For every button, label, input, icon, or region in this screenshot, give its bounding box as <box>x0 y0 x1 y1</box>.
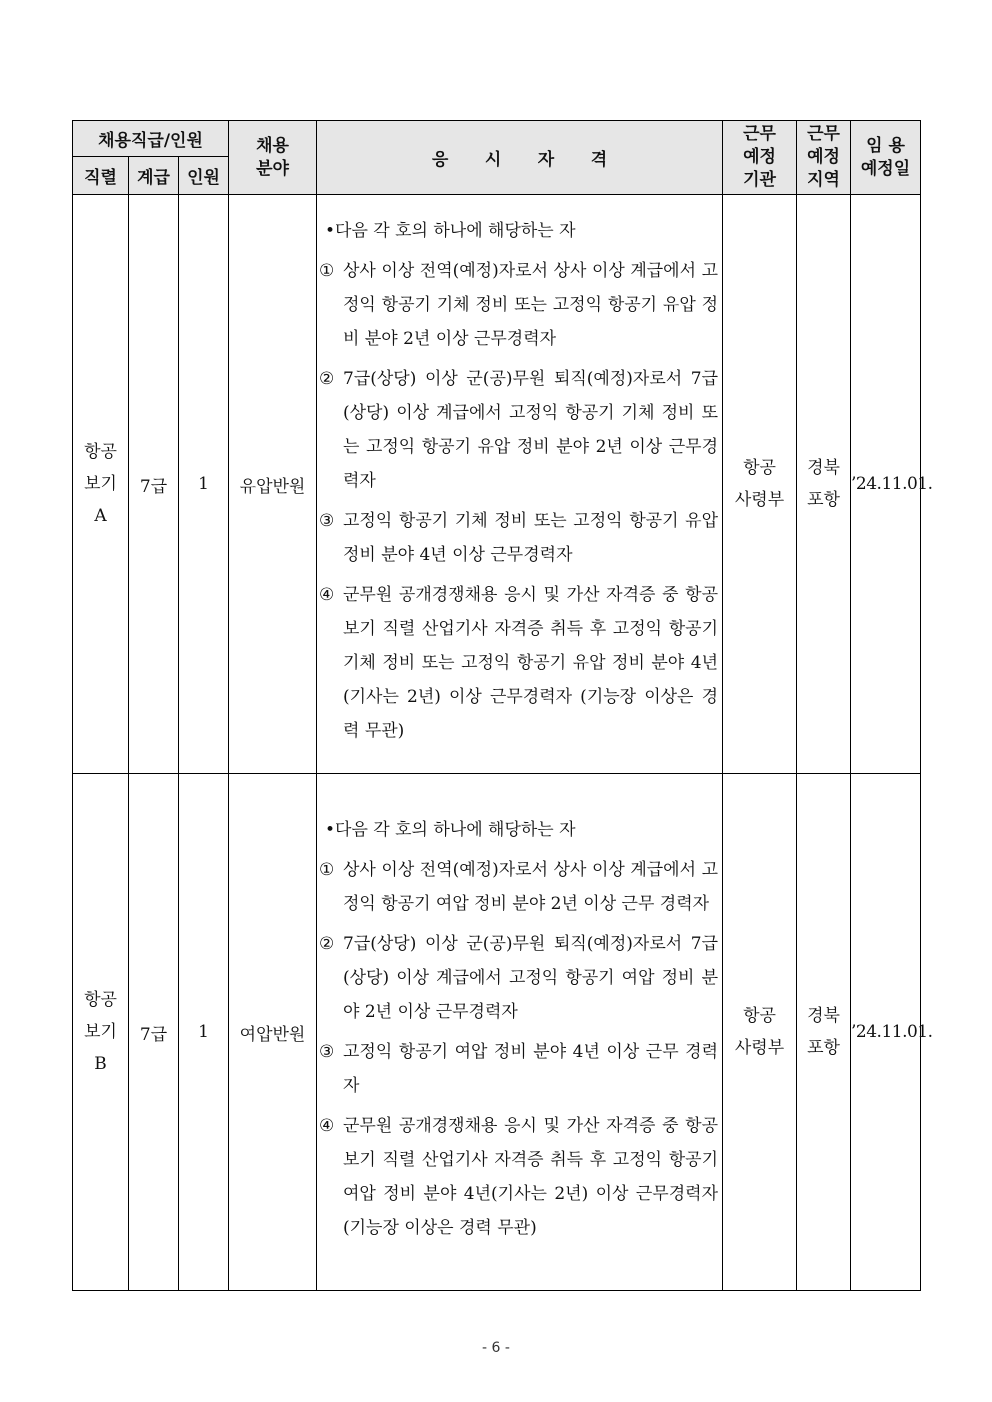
header-grade: 계급 <box>129 157 179 195</box>
item-text: 상사 이상 전역(예정)자로서 상사 이상 계급에서 고정익 항공기 기체 정비 또는 고정익 항공기 유압 정비 분야 2년 이상 근무경력자 <box>343 261 718 349</box>
cell-work-region: 경북 포항 <box>797 774 851 1291</box>
cell-qualifications <box>317 774 723 1291</box>
qualification-item <box>319 927 718 1029</box>
header-grade-group: 채용직급/인원 <box>73 121 229 157</box>
qualification-item <box>319 853 718 921</box>
qualification-item <box>319 362 718 498</box>
cell-appointment-date: ’24.11.01. <box>851 195 921 774</box>
item-number: ② <box>319 934 335 954</box>
cell-qualifications <box>317 195 723 774</box>
cell-count: 1 <box>179 195 229 774</box>
qualification-item <box>319 504 718 572</box>
item-text: 군무원 공개경쟁채용 응시 및 가산 자격증 중 항공보기 직렬 산업기사 자격증 취득 후 고정익 항공기 여압 정비 분야 4년(기사는 2년) 이상 근무경력자(기능장 이상은 경력 무관) <box>343 1116 718 1238</box>
item-number: ④ <box>319 1116 335 1136</box>
header-qualifications: 응 시 자 격 <box>317 121 723 195</box>
cell-count: 1 <box>179 774 229 1291</box>
table-row <box>73 774 921 1291</box>
qualification-item <box>319 578 718 748</box>
header-field: 채용 분야 <box>229 121 317 195</box>
item-number: ③ <box>319 1042 335 1062</box>
cell-grade: 7급 <box>129 774 179 1291</box>
item-number: ③ <box>319 511 335 531</box>
recruitment-table <box>72 120 933 1291</box>
cell-series: 항공 보기 B <box>73 774 129 1291</box>
qualification-lead: •다음 각 호의 하나에 해당하는 자 <box>325 221 576 241</box>
item-text: 7급(상당) 이상 군(공)무원 퇴직(예정)자로서 7급(상당) 이상 계급에서 고정익 항공기 여압 정비 분야 2년 이상 근무경력자 <box>343 934 718 1022</box>
cell-grade: 7급 <box>129 195 179 774</box>
item-number: ② <box>319 369 335 389</box>
page-number: - 6 - <box>482 1340 510 1356</box>
header-count: 인원 <box>179 157 229 195</box>
qualification-item <box>319 254 718 356</box>
qualification-lead: •다음 각 호의 하나에 해당하는 자 <box>325 820 576 840</box>
qualification-item <box>319 1035 718 1103</box>
cell-field: 여압반원 <box>229 774 317 1291</box>
item-number: ① <box>319 860 335 880</box>
header-work-region: 근무 예정 지역 <box>797 121 851 195</box>
qualification-item <box>319 1109 718 1245</box>
item-text: 군무원 공개경쟁채용 응시 및 가산 자격증 중 항공보기 직렬 산업기사 자격증 취득 후 고정익 항공기 기체 정비 또는 고정익 항공기 유압 정비 분야 4년(기사는 2년) 이상 근무경력자 (기능장 이상은 경력 무관) <box>343 585 718 741</box>
table-row <box>73 195 921 774</box>
item-text: 고정익 항공기 기체 정비 또는 고정익 항공기 유압 정비 분야 4년 이상 근무경력자 <box>343 511 718 565</box>
cell-work-agency: 항공 사령부 <box>723 774 797 1291</box>
cell-field: 유압반원 <box>229 195 317 774</box>
item-text: 고정익 항공기 여압 정비 분야 4년 이상 근무 경력자 <box>343 1042 718 1096</box>
item-number: ④ <box>319 585 335 605</box>
item-text: 상사 이상 전역(예정)자로서 상사 이상 계급에서 고정익 항공기 여압 정비 분야 2년 이상 근무 경력자 <box>343 860 718 914</box>
cell-appointment-date: ’24.11.01. <box>851 774 921 1291</box>
header-appointment-date: 임 용 예정일 <box>851 121 921 195</box>
header-work-agency: 근무 예정 기관 <box>723 121 797 195</box>
cell-series: 항공 보기 A <box>73 195 129 774</box>
item-number: ① <box>319 261 335 281</box>
item-text: 7급(상당) 이상 군(공)무원 퇴직(예정)자로서 7급(상당) 이상 계급에서 고정익 항공기 기체 정비 또는 고정익 항공기 유압 정비 분야 2년 이상 근무경력자 <box>343 369 718 491</box>
cell-work-agency: 항공 사령부 <box>723 195 797 774</box>
cell-work-region: 경북 포항 <box>797 195 851 774</box>
header-series: 직렬 <box>73 157 129 195</box>
